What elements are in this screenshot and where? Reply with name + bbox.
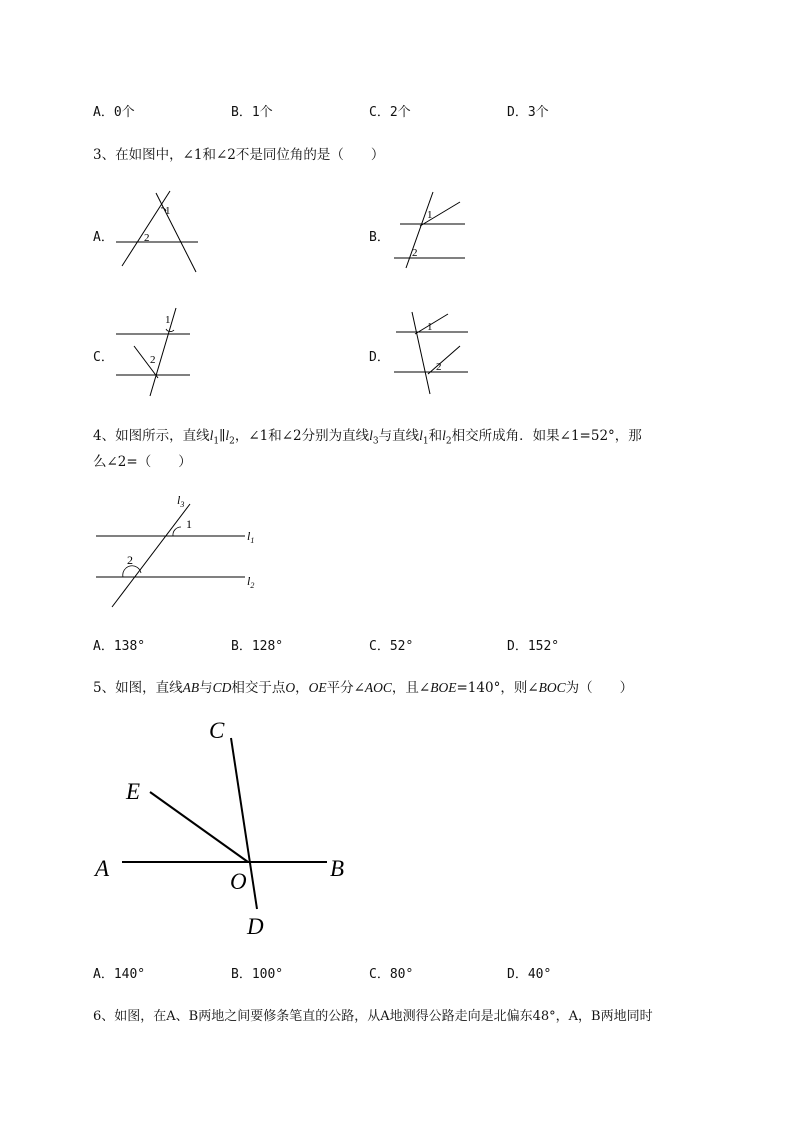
svg-text:1: 1 [165, 205, 171, 217]
svg-text:l3: $l_3$ [177, 493, 185, 509]
svg-text:1: 1 [427, 209, 433, 221]
q3-label-a: A． [93, 230, 114, 245]
q3-figure-a [110, 188, 205, 276]
q2-option-b: B．1个 [231, 105, 273, 120]
q3-stem: 3、在如图中，∠1和∠2不是同位角的是（ ） [93, 147, 385, 163]
svg-text:1: 1 [165, 314, 171, 326]
svg-text:2: 2 [412, 247, 418, 259]
q3-figure-b [390, 190, 470, 270]
q4-figure [93, 490, 273, 610]
q2-option-a: A．0个 [93, 105, 135, 120]
q5-option-d: D．40° [507, 967, 552, 982]
svg-text:2: 2 [150, 354, 156, 366]
q3-figure-d [390, 310, 472, 398]
q5-stem: 5、如图，直线AB与CD相交于点O，OE平分∠AOC，且∠BOE=140°，则∠BOC为（ ） [93, 680, 634, 696]
q4-option-b: B．128° [231, 639, 284, 654]
svg-text:2: 2 [127, 553, 133, 567]
svg-text:A: A [95, 856, 110, 881]
svg-text:2: 2 [144, 232, 150, 244]
q4-option-d: D．152° [507, 639, 560, 654]
q3-figure-c [112, 306, 197, 398]
svg-text:l1: $l_1$ [247, 529, 255, 545]
q2-option-d: D．3个 [507, 105, 549, 120]
svg-text:1: 1 [427, 321, 433, 333]
svg-text:B: B [330, 856, 345, 881]
q4-stem-line1: 4、如图所示，直线$l_1\parallel l_2$，∠1和∠2分别为直线$l_3$与直线$l_1$和$l_2$相交所成角．如果∠1=52°，那 [93, 428, 642, 447]
q5-option-a: A．140° [93, 967, 146, 982]
svg-text:l2: $l_2$ [247, 574, 255, 590]
q5-figure [90, 712, 360, 942]
svg-text:1: 1 [186, 517, 192, 531]
q4-option-a: A．138° [93, 639, 146, 654]
q4-option-c: C．52° [369, 639, 414, 654]
svg-text:2: 2 [436, 361, 442, 373]
svg-text:O: O [230, 869, 247, 894]
q6-stem: 6、如图，在A、B两地之间要修条笔直的公路，从A地测得公路走向是北偏东48°，A，B两地同时 [93, 1009, 653, 1024]
svg-text:E: E [126, 779, 141, 804]
q3-label-b: B． [369, 230, 390, 245]
q2-option-c: C．2个 [369, 105, 411, 120]
q4-stem-line2: 么∠2=（ ） [93, 454, 192, 470]
q3-label-d: D． [369, 350, 390, 365]
q5-option-b: B．100° [231, 967, 284, 982]
svg-text:C: C [209, 718, 225, 743]
svg-text:D: D [247, 914, 264, 939]
q3-label-c: C． [93, 350, 114, 365]
q5-option-c: C．80° [369, 967, 414, 982]
